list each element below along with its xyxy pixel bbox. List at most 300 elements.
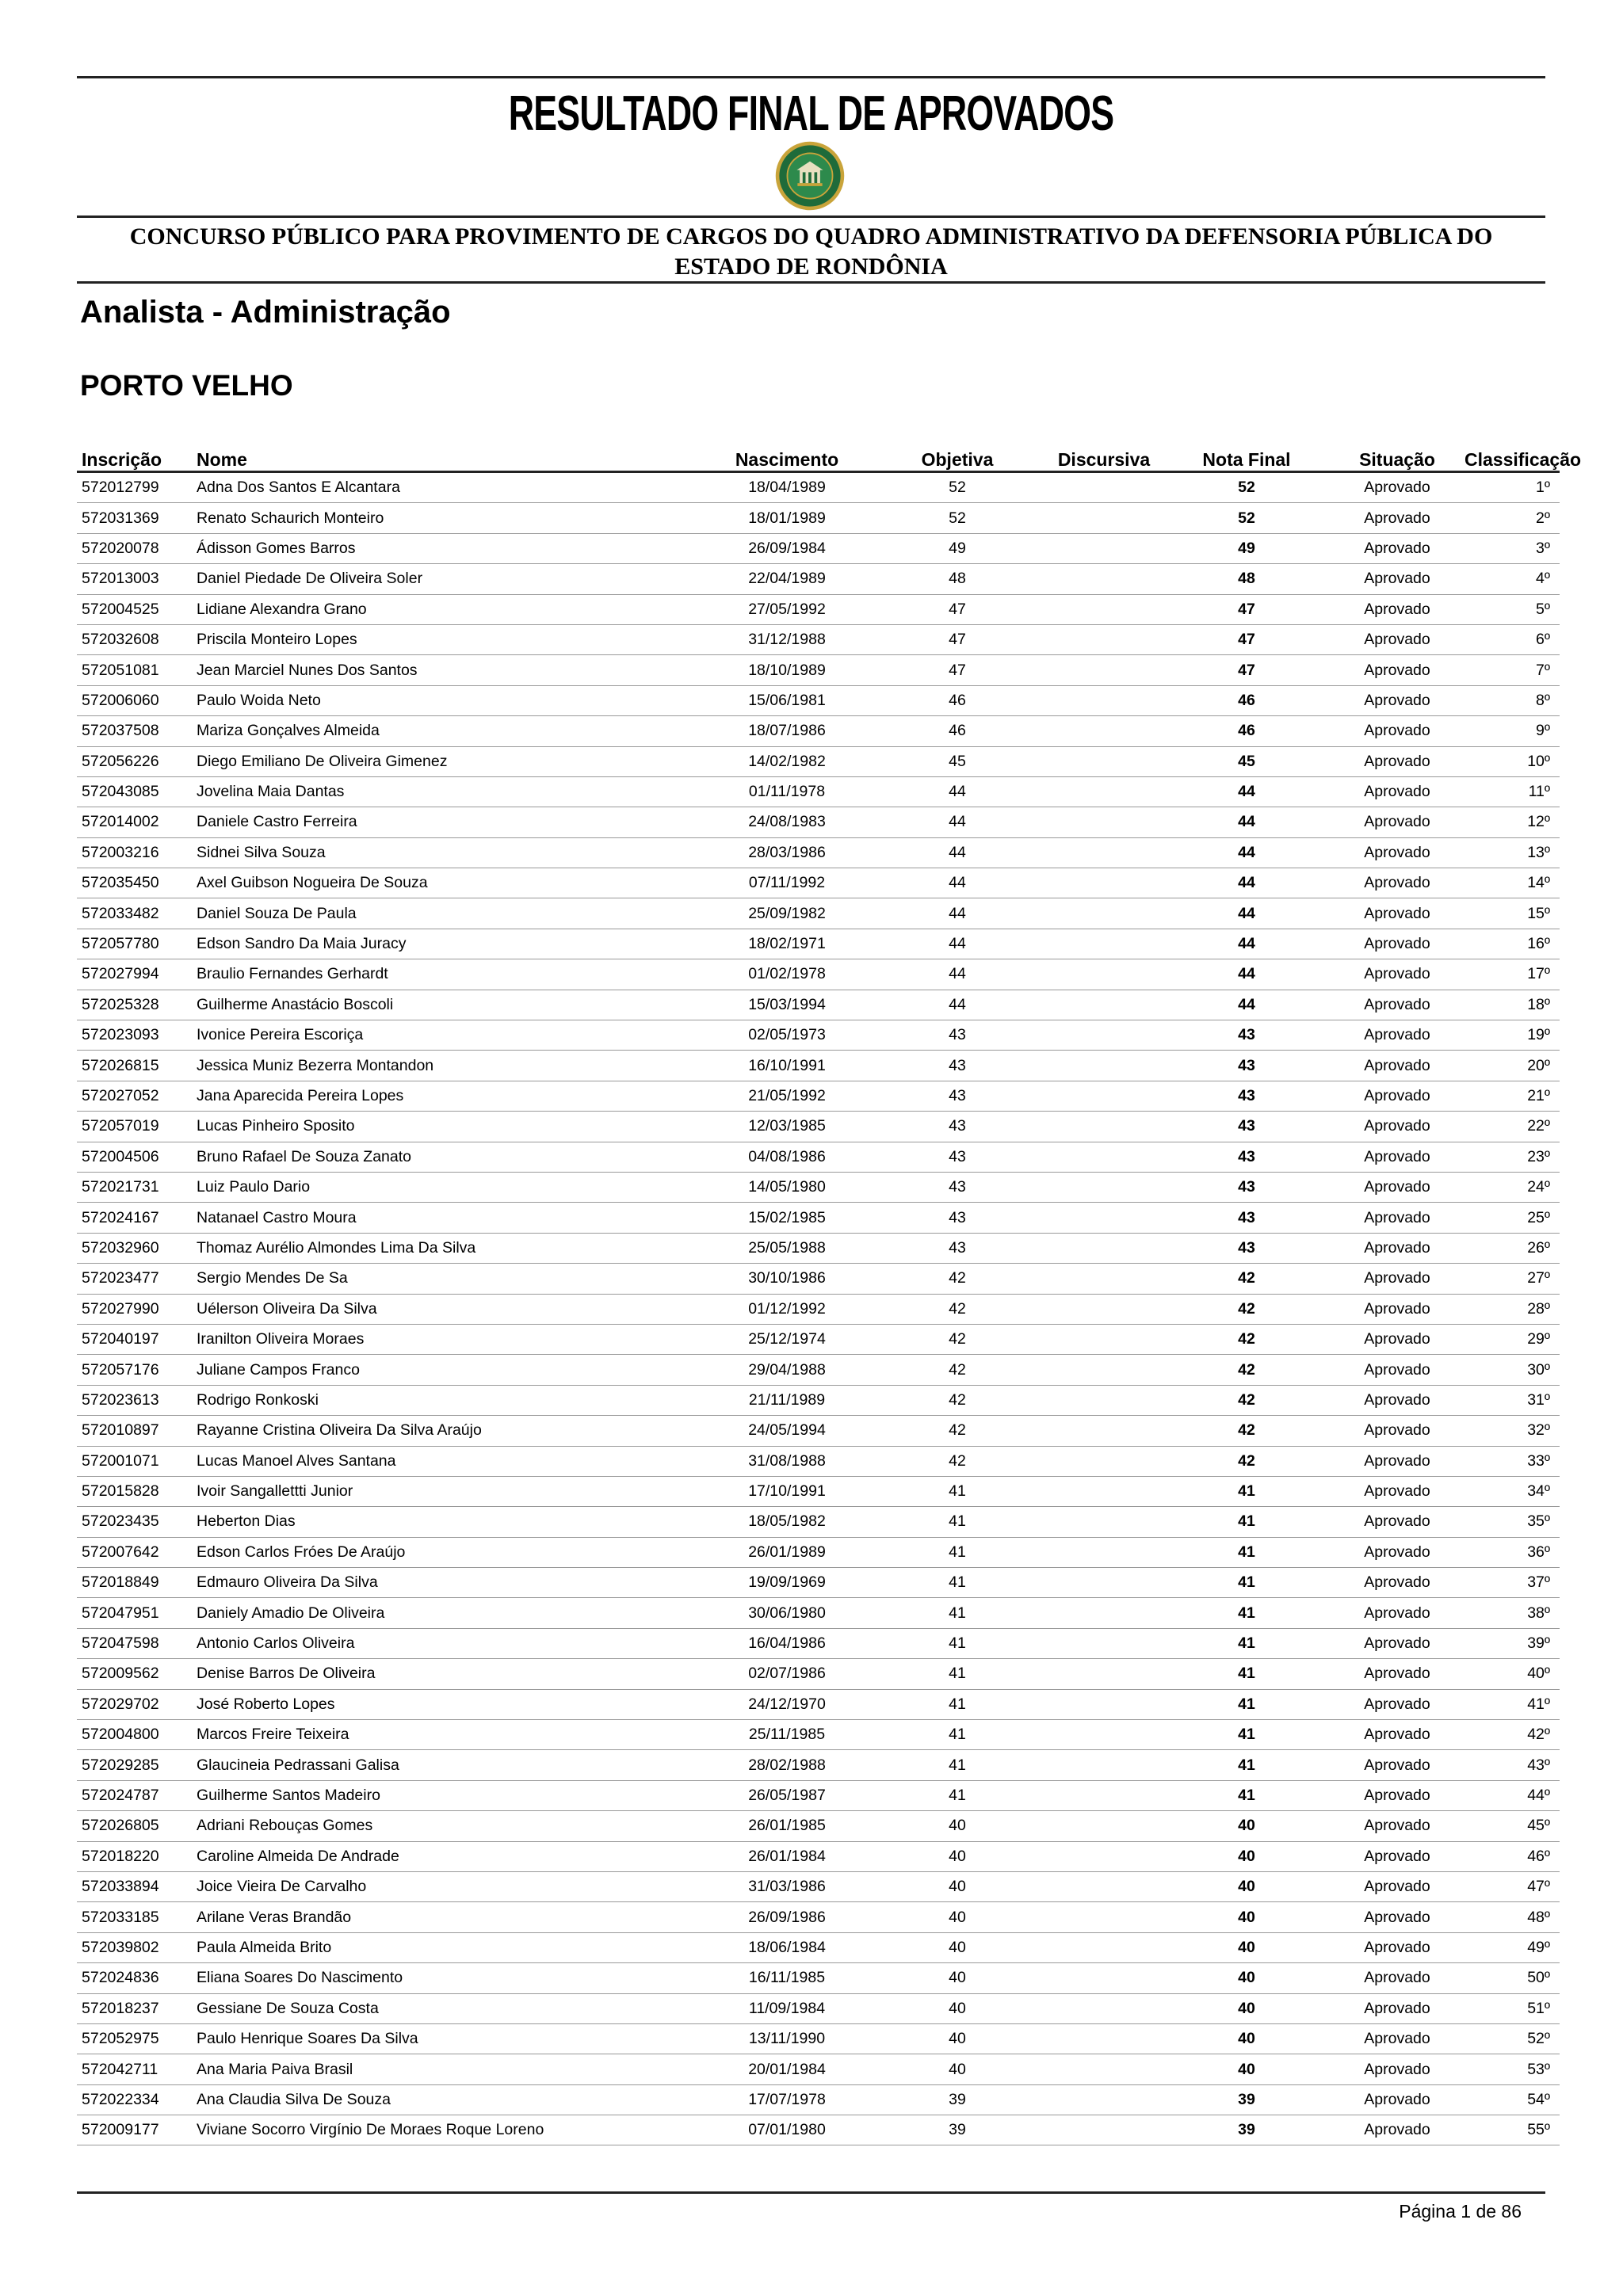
cell-nota-final: 44 — [1163, 898, 1330, 929]
cell-discursiva — [1044, 1932, 1163, 1962]
cell-situacao: Aprovado — [1330, 472, 1465, 503]
cell-classificacao: 51º — [1465, 1993, 1560, 2023]
col-nascimento: Nascimento — [704, 442, 870, 472]
cell-situacao: Aprovado — [1330, 1750, 1465, 1780]
cell-objetiva: 52 — [870, 472, 1044, 503]
cell-nascimento: 04/08/1986 — [704, 1142, 870, 1172]
cell-nome: Adriani Rebouças Gomes — [197, 1811, 704, 1841]
cell-situacao: Aprovado — [1330, 1081, 1465, 1111]
cell-nome: Lucas Manoel Alves Santana — [197, 1446, 704, 1476]
cell-situacao: Aprovado — [1330, 1446, 1465, 1476]
cell-discursiva — [1044, 2023, 1163, 2054]
cell-nome: Joice Vieira De Carvalho — [197, 1871, 704, 1901]
cell-discursiva — [1044, 1902, 1163, 1932]
table-row — [77, 1355, 1560, 1385]
cell-nascimento: 18/07/1986 — [704, 716, 870, 746]
cell-nascimento: 24/12/1970 — [704, 1689, 870, 1719]
cell-inscricao: 572009177 — [77, 2115, 197, 2145]
cell-objetiva: 46 — [870, 716, 1044, 746]
cell-situacao: Aprovado — [1330, 1689, 1465, 1719]
cell-nome: Jean Marciel Nunes Dos Santos — [197, 655, 704, 685]
cell-nome: Paulo Henrique Soares Da Silva — [197, 2023, 704, 2054]
cell-inscricao: 572023093 — [77, 1020, 197, 1051]
cell-inscricao: 572057176 — [77, 1355, 197, 1385]
table-row — [77, 1294, 1560, 1324]
cell-nota-final: 41 — [1163, 1720, 1330, 1750]
cell-nota-final: 52 — [1163, 472, 1330, 503]
table-row — [77, 1871, 1560, 1901]
cell-classificacao: 38º — [1465, 1598, 1560, 1628]
cell-nota-final: 42 — [1163, 1294, 1330, 1324]
cell-discursiva — [1044, 837, 1163, 868]
cell-classificacao: 15º — [1465, 898, 1560, 929]
cell-classificacao: 37º — [1465, 1568, 1560, 1598]
cell-inscricao: 572024787 — [77, 1780, 197, 1810]
cell-classificacao: 21º — [1465, 1081, 1560, 1111]
cell-situacao: Aprovado — [1330, 776, 1465, 807]
cell-inscricao: 572023477 — [77, 1264, 197, 1294]
cell-nota-final: 47 — [1163, 624, 1330, 654]
cell-classificacao: 40º — [1465, 1659, 1560, 1689]
cell-inscricao: 572051081 — [77, 655, 197, 685]
cell-classificacao: 52º — [1465, 2023, 1560, 2054]
cell-inscricao: 572018849 — [77, 1568, 197, 1598]
cell-inscricao: 572031369 — [77, 503, 197, 533]
cell-nome: Arilane Veras Brandão — [197, 1902, 704, 1932]
cell-situacao: Aprovado — [1330, 1963, 1465, 1993]
cell-objetiva: 41 — [870, 1507, 1044, 1537]
cell-nome: Daniel Piedade De Oliveira Soler — [197, 564, 704, 594]
cell-nota-final: 40 — [1163, 1993, 1330, 2023]
cell-nota-final: 46 — [1163, 685, 1330, 715]
cell-nota-final: 44 — [1163, 929, 1330, 959]
cell-discursiva — [1044, 1780, 1163, 1810]
cell-nascimento: 15/03/1994 — [704, 990, 870, 1020]
table-row — [77, 533, 1560, 563]
cell-objetiva: 43 — [870, 1051, 1044, 1081]
cell-nome: Axel Guibson Nogueira De Souza — [197, 868, 704, 898]
cell-inscricao: 572023613 — [77, 1385, 197, 1415]
table-row — [77, 1416, 1560, 1446]
cell-discursiva — [1044, 472, 1163, 503]
cell-inscricao: 572052975 — [77, 2023, 197, 2054]
cell-situacao: Aprovado — [1330, 1507, 1465, 1537]
cell-nome: Daniely Amadio De Oliveira — [197, 1598, 704, 1628]
cell-situacao: Aprovado — [1330, 1659, 1465, 1689]
cell-situacao: Aprovado — [1330, 1537, 1465, 1567]
cell-objetiva: 52 — [870, 503, 1044, 533]
cell-nascimento: 11/09/1984 — [704, 1993, 870, 2023]
table-row — [77, 837, 1560, 868]
cell-situacao: Aprovado — [1330, 807, 1465, 837]
cell-discursiva — [1044, 1203, 1163, 1233]
cell-discursiva — [1044, 1568, 1163, 1598]
cell-discursiva — [1044, 990, 1163, 1020]
cell-situacao: Aprovado — [1330, 503, 1465, 533]
cargo-heading: Analista - Administração — [80, 295, 451, 330]
cell-inscricao: 572004525 — [77, 594, 197, 624]
cell-objetiva: 41 — [870, 1750, 1044, 1780]
cell-nascimento: 07/11/1992 — [704, 868, 870, 898]
cell-inscricao: 572057780 — [77, 929, 197, 959]
cell-discursiva — [1044, 1659, 1163, 1689]
cell-classificacao: 3º — [1465, 533, 1560, 563]
cell-situacao: Aprovado — [1330, 1264, 1465, 1294]
cell-nome: Gessiane De Souza Costa — [197, 1993, 704, 2023]
cell-classificacao: 11º — [1465, 776, 1560, 807]
cell-classificacao: 2º — [1465, 503, 1560, 533]
cell-nota-final: 39 — [1163, 2084, 1330, 2115]
table-row — [77, 1142, 1560, 1172]
cell-inscricao: 572027052 — [77, 1081, 197, 1111]
cell-nota-final: 43 — [1163, 1081, 1330, 1111]
table-row — [77, 472, 1560, 503]
cell-classificacao: 30º — [1465, 1355, 1560, 1385]
cell-nome: Guilherme Anastácio Boscoli — [197, 990, 704, 1020]
cell-inscricao: 572014002 — [77, 807, 197, 837]
cell-classificacao: 18º — [1465, 990, 1560, 1020]
cell-nota-final: 44 — [1163, 990, 1330, 1020]
cell-nome: Edson Carlos Fróes De Araújo — [197, 1537, 704, 1567]
cell-nascimento: 25/11/1985 — [704, 1720, 870, 1750]
results-table — [77, 442, 1582, 2145]
cell-objetiva: 42 — [870, 1385, 1044, 1415]
cell-discursiva — [1044, 503, 1163, 533]
cell-nome: Daniel Souza De Paula — [197, 898, 704, 929]
cell-objetiva: 43 — [870, 1172, 1044, 1202]
cell-nascimento: 29/04/1988 — [704, 1355, 870, 1385]
cell-situacao: Aprovado — [1330, 746, 1465, 776]
cell-nota-final: 40 — [1163, 2054, 1330, 2084]
cell-nome: Edmauro Oliveira Da Silva — [197, 1568, 704, 1598]
cell-situacao: Aprovado — [1330, 2054, 1465, 2084]
table-row — [77, 1051, 1560, 1081]
table-row — [77, 1659, 1560, 1689]
cell-discursiva — [1044, 1172, 1163, 1202]
cell-objetiva: 40 — [870, 1871, 1044, 1901]
cell-objetiva: 43 — [870, 1233, 1044, 1263]
cell-classificacao: 14º — [1465, 868, 1560, 898]
cell-nome: Ivonice Pereira Escoriça — [197, 1020, 704, 1051]
cell-situacao: Aprovado — [1330, 1324, 1465, 1354]
cell-classificacao: 17º — [1465, 959, 1560, 990]
cell-discursiva — [1044, 1264, 1163, 1294]
table-row — [77, 1780, 1560, 1810]
cell-inscricao: 572033185 — [77, 1902, 197, 1932]
cell-classificacao: 4º — [1465, 564, 1560, 594]
cell-discursiva — [1044, 1020, 1163, 1051]
cell-inscricao: 572021731 — [77, 1172, 197, 1202]
cell-nota-final: 47 — [1163, 594, 1330, 624]
cell-inscricao: 572033482 — [77, 898, 197, 929]
cell-inscricao: 572047951 — [77, 1598, 197, 1628]
cell-situacao: Aprovado — [1330, 685, 1465, 715]
cell-classificacao: 6º — [1465, 624, 1560, 654]
table-row — [77, 1446, 1560, 1476]
cell-nome: Iranilton Oliveira Moraes — [197, 1324, 704, 1354]
cell-nota-final: 41 — [1163, 1537, 1330, 1567]
cell-nota-final: 40 — [1163, 1963, 1330, 1993]
cell-discursiva — [1044, 1689, 1163, 1719]
table-row — [77, 1476, 1560, 1506]
cell-discursiva — [1044, 594, 1163, 624]
table-row — [77, 716, 1560, 746]
cell-nota-final: 48 — [1163, 564, 1330, 594]
cell-nota-final: 41 — [1163, 1689, 1330, 1719]
cell-objetiva: 40 — [870, 1811, 1044, 1841]
cell-objetiva: 40 — [870, 1932, 1044, 1962]
table-row — [77, 1932, 1560, 1962]
cell-objetiva: 42 — [870, 1416, 1044, 1446]
cell-objetiva: 41 — [870, 1659, 1044, 1689]
cell-nascimento: 31/12/1988 — [704, 624, 870, 654]
table-row — [77, 1324, 1560, 1354]
cell-situacao: Aprovado — [1330, 655, 1465, 685]
city-heading: PORTO VELHO — [80, 369, 293, 402]
cell-nascimento: 25/09/1982 — [704, 898, 870, 929]
cell-nota-final: 46 — [1163, 716, 1330, 746]
cell-situacao: Aprovado — [1330, 868, 1465, 898]
cell-discursiva — [1044, 959, 1163, 990]
cell-nota-final: 41 — [1163, 1628, 1330, 1658]
cell-discursiva — [1044, 1598, 1163, 1628]
cell-classificacao: 31º — [1465, 1385, 1560, 1415]
title-rule — [77, 215, 1545, 218]
cell-discursiva — [1044, 929, 1163, 959]
cell-nascimento: 18/05/1982 — [704, 1507, 870, 1537]
table-row — [77, 655, 1560, 685]
cell-situacao: Aprovado — [1330, 1811, 1465, 1841]
cell-classificacao: 36º — [1465, 1537, 1560, 1567]
cell-nome: Thomaz Aurélio Almondes Lima Da Silva — [197, 1233, 704, 1263]
cell-nome: Eliana Soares Do Nascimento — [197, 1963, 704, 1993]
cell-situacao: Aprovado — [1330, 1628, 1465, 1658]
table-row — [77, 776, 1560, 807]
cell-classificacao: 13º — [1465, 837, 1560, 868]
table-row — [77, 685, 1560, 715]
table-row — [77, 1689, 1560, 1719]
cell-discursiva — [1044, 1811, 1163, 1841]
cell-situacao: Aprovado — [1330, 1172, 1465, 1202]
cell-objetiva: 47 — [870, 624, 1044, 654]
cell-discursiva — [1044, 746, 1163, 776]
cell-nome: Juliane Campos Franco — [197, 1355, 704, 1385]
cell-situacao: Aprovado — [1330, 624, 1465, 654]
cell-objetiva: 47 — [870, 655, 1044, 685]
cell-nome: Bruno Rafael De Souza Zanato — [197, 1142, 704, 1172]
table-row — [77, 1963, 1560, 1993]
cell-situacao: Aprovado — [1330, 1993, 1465, 2023]
col-inscricao: Inscrição — [77, 442, 197, 472]
table-row — [77, 1598, 1560, 1628]
cell-inscricao: 572047598 — [77, 1628, 197, 1658]
cell-situacao: Aprovado — [1330, 837, 1465, 868]
cell-nascimento: 19/09/1969 — [704, 1568, 870, 1598]
cell-situacao: Aprovado — [1330, 1294, 1465, 1324]
cell-nota-final: 42 — [1163, 1355, 1330, 1385]
cell-objetiva: 40 — [870, 1963, 1044, 1993]
table-row — [77, 503, 1560, 533]
cell-classificacao: 22º — [1465, 1112, 1560, 1142]
col-discursiva: Discursiva — [1044, 442, 1163, 472]
cell-nascimento: 14/05/1980 — [704, 1172, 870, 1202]
table-row — [77, 1841, 1560, 1871]
cell-discursiva — [1044, 1416, 1163, 1446]
cell-inscricao: 572042711 — [77, 2054, 197, 2084]
cell-inscricao: 572025328 — [77, 990, 197, 1020]
top-rule — [77, 76, 1545, 78]
cell-nascimento: 24/05/1994 — [704, 1416, 870, 1446]
cell-classificacao: 25º — [1465, 1203, 1560, 1233]
cell-objetiva: 44 — [870, 837, 1044, 868]
table-row — [77, 1233, 1560, 1263]
cell-nascimento: 31/08/1988 — [704, 1446, 870, 1476]
cell-discursiva — [1044, 2115, 1163, 2145]
cell-nascimento: 31/03/1986 — [704, 1871, 870, 1901]
cell-nascimento: 30/06/1980 — [704, 1598, 870, 1628]
cell-nome: Glaucineia Pedrassani Galisa — [197, 1750, 704, 1780]
cell-situacao: Aprovado — [1330, 1203, 1465, 1233]
table-row — [77, 2084, 1560, 2115]
cell-nome: Sidnei Silva Souza — [197, 837, 704, 868]
cell-discursiva — [1044, 1750, 1163, 1780]
cell-nota-final: 43 — [1163, 1142, 1330, 1172]
cell-discursiva — [1044, 2054, 1163, 2084]
cell-inscricao: 572040197 — [77, 1324, 197, 1354]
cell-nome: Rodrigo Ronkoski — [197, 1385, 704, 1415]
cell-inscricao: 572037508 — [77, 716, 197, 746]
cell-inscricao: 572001071 — [77, 1446, 197, 1476]
cell-nascimento: 18/02/1971 — [704, 929, 870, 959]
cell-discursiva — [1044, 898, 1163, 929]
cell-objetiva: 43 — [870, 1203, 1044, 1233]
table-row — [77, 868, 1560, 898]
cell-inscricao: 572027994 — [77, 959, 197, 990]
cell-nascimento: 01/11/1978 — [704, 776, 870, 807]
cell-objetiva: 42 — [870, 1324, 1044, 1354]
cell-nascimento: 15/06/1981 — [704, 685, 870, 715]
cell-nome: Ivoir Sangallettti Junior — [197, 1476, 704, 1506]
cell-classificacao: 32º — [1465, 1416, 1560, 1446]
subtitle-line-1: CONCURSO PÚBLICO PARA PROVIMENTO DE CARGOS DO QUADRO ADMINISTRATIVO DA DEFENSORIA PÚBLICA DO — [129, 223, 1493, 250]
cell-nome: Ana Maria Paiva Brasil — [197, 2054, 704, 2084]
cell-situacao: Aprovado — [1330, 1355, 1465, 1385]
cell-inscricao: 572024167 — [77, 1203, 197, 1233]
cell-objetiva: 41 — [870, 1598, 1044, 1628]
cell-discursiva — [1044, 685, 1163, 715]
cell-classificacao: 45º — [1465, 1811, 1560, 1841]
cell-classificacao: 20º — [1465, 1051, 1560, 1081]
table-row — [77, 929, 1560, 959]
cell-classificacao: 49º — [1465, 1932, 1560, 1962]
cell-situacao: Aprovado — [1330, 990, 1465, 1020]
cell-nascimento: 26/09/1984 — [704, 533, 870, 563]
cell-nota-final: 43 — [1163, 1051, 1330, 1081]
cell-objetiva: 39 — [870, 2084, 1044, 2115]
cell-discursiva — [1044, 1537, 1163, 1567]
cell-discursiva — [1044, 533, 1163, 563]
cell-classificacao: 44º — [1465, 1780, 1560, 1810]
cell-nome: Lucas Pinheiro Sposito — [197, 1112, 704, 1142]
cell-inscricao: 572004800 — [77, 1720, 197, 1750]
cell-nota-final: 44 — [1163, 868, 1330, 898]
cell-nome: Marcos Freire Teixeira — [197, 1720, 704, 1750]
cell-nota-final: 41 — [1163, 1598, 1330, 1628]
cell-nome: Rayanne Cristina Oliveira Da Silva Araújo — [197, 1416, 704, 1446]
table-row — [77, 1750, 1560, 1780]
cell-objetiva: 40 — [870, 2023, 1044, 2054]
cell-objetiva: 42 — [870, 1355, 1044, 1385]
cell-nota-final: 44 — [1163, 959, 1330, 990]
cell-classificacao: 41º — [1465, 1689, 1560, 1719]
cell-objetiva: 44 — [870, 898, 1044, 929]
cell-nota-final: 44 — [1163, 837, 1330, 868]
cell-objetiva: 41 — [870, 1537, 1044, 1567]
cell-classificacao: 16º — [1465, 929, 1560, 959]
cell-classificacao: 8º — [1465, 685, 1560, 715]
cell-nome: Sergio Mendes De Sa — [197, 1264, 704, 1294]
cell-inscricao: 572010897 — [77, 1416, 197, 1446]
cell-nascimento: 25/12/1974 — [704, 1324, 870, 1354]
cell-nota-final: 44 — [1163, 807, 1330, 837]
cell-objetiva: 40 — [870, 1993, 1044, 2023]
cell-nome: Viviane Socorro Virgínio De Moraes Roque Loreno — [197, 2115, 704, 2145]
cell-nascimento: 21/05/1992 — [704, 1081, 870, 1111]
cell-inscricao: 572003216 — [77, 837, 197, 868]
cell-classificacao: 34º — [1465, 1476, 1560, 1506]
cell-discursiva — [1044, 716, 1163, 746]
cell-situacao: Aprovado — [1330, 1568, 1465, 1598]
col-classificacao: Classificação — [1465, 442, 1560, 472]
cell-objetiva: 44 — [870, 776, 1044, 807]
cell-nome: Antonio Carlos Oliveira — [197, 1628, 704, 1658]
cell-nota-final: 40 — [1163, 1841, 1330, 1871]
concurso-subtitle — [77, 222, 1545, 282]
cell-inscricao: 572039802 — [77, 1932, 197, 1962]
cell-objetiva: 42 — [870, 1446, 1044, 1476]
page-title: RESULTADO FINAL DE APROVADOS — [508, 86, 1114, 141]
table-row — [77, 624, 1560, 654]
cell-inscricao: 572007642 — [77, 1537, 197, 1567]
cell-inscricao: 572029702 — [77, 1689, 197, 1719]
cell-objetiva: 43 — [870, 1142, 1044, 1172]
table-row — [77, 959, 1560, 990]
table-row — [77, 594, 1560, 624]
cell-nota-final: 41 — [1163, 1507, 1330, 1537]
cell-nota-final: 44 — [1163, 776, 1330, 807]
cell-nota-final: 45 — [1163, 746, 1330, 776]
cell-inscricao: 572032960 — [77, 1233, 197, 1263]
page-number: Página 1 de 86 — [1399, 2201, 1522, 2222]
cell-discursiva — [1044, 1294, 1163, 1324]
table-row — [77, 746, 1560, 776]
cell-inscricao: 572024836 — [77, 1963, 197, 1993]
table-row — [77, 2023, 1560, 2054]
cell-inscricao: 572056226 — [77, 746, 197, 776]
cell-nascimento: 17/10/1991 — [704, 1476, 870, 1506]
cell-nome: Priscila Monteiro Lopes — [197, 624, 704, 654]
cell-nascimento: 07/01/1980 — [704, 2115, 870, 2145]
cell-nascimento: 13/11/1990 — [704, 2023, 870, 2054]
cell-discursiva — [1044, 1446, 1163, 1476]
cell-objetiva: 46 — [870, 685, 1044, 715]
col-nota-final: Nota Final — [1163, 442, 1330, 472]
table-row — [77, 2054, 1560, 2084]
cell-situacao: Aprovado — [1330, 2115, 1465, 2145]
cell-inscricao: 572015828 — [77, 1476, 197, 1506]
cell-situacao: Aprovado — [1330, 1841, 1465, 1871]
cell-situacao: Aprovado — [1330, 716, 1465, 746]
